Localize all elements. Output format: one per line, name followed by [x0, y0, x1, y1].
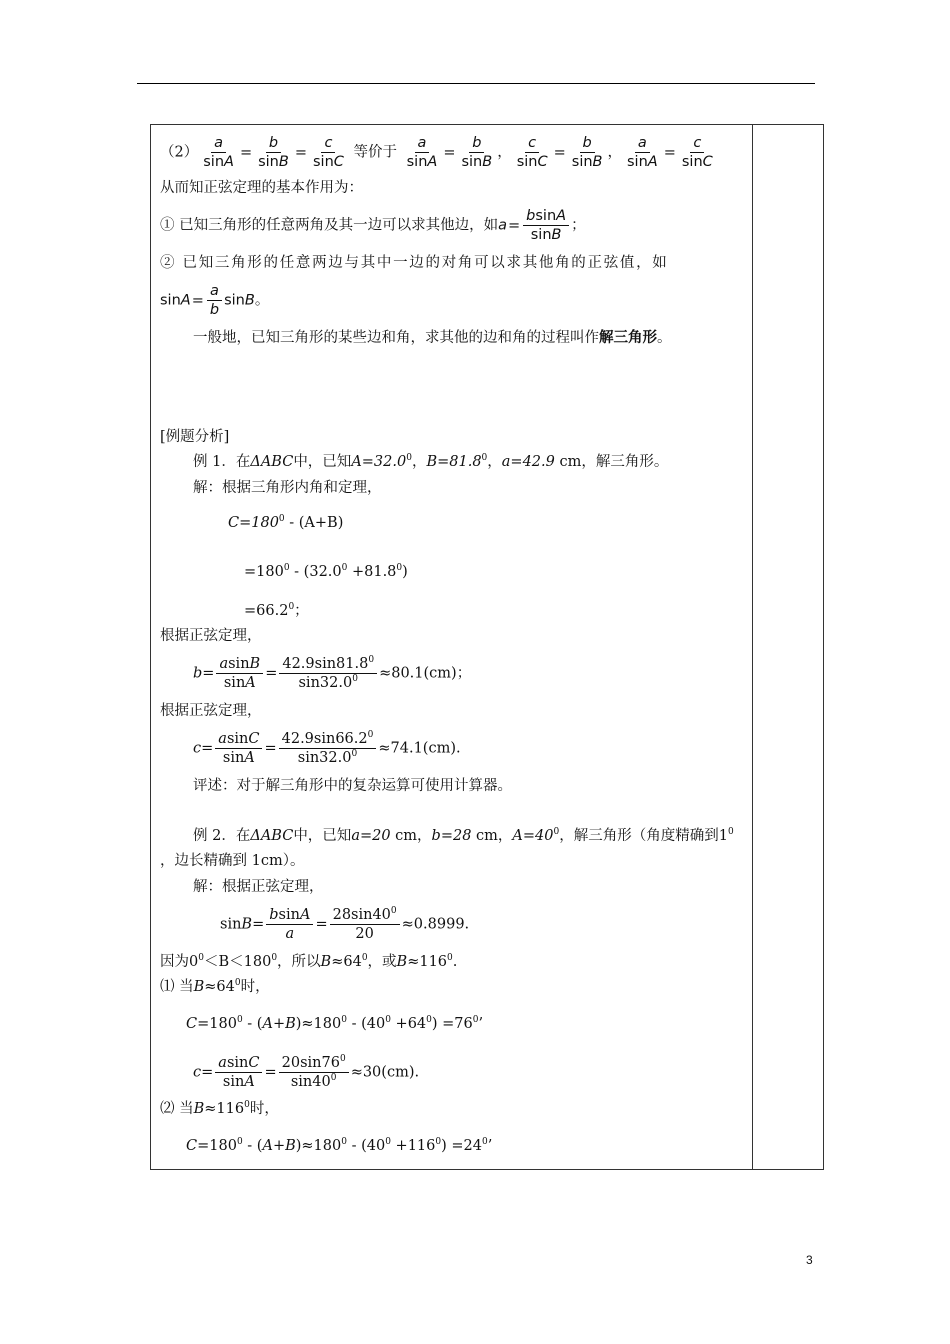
use-2-formula: sinA= $\frac{a}{b}$ sinB。: [160, 283, 270, 318]
fraction: $\frac{42.9\sin 66.2^0}{\sin 32.0^0}$: [279, 730, 377, 767]
theorem-equivalence-line: （2） $\frac{a}{\sin A}$ = $\frac{b}{\sin B}$ = $\frac{c}{\sin C}$ 等价于 $\frac{a}{\sin A}$ = $\frac{b}{\sin B}$ ， $\frac{c}{\sin C}$ = $\frac{b}{\sin B}$ ， $\frac{a}{\sin A}$ = $\frac{c}{\sin C}$: [160, 134, 718, 171]
examples-heading: [例题分析]: [160, 429, 230, 445]
definition-line: 一般地，已知三角形的某些边和角，求其他的边和角的过程叫作解三角形。: [193, 329, 672, 346]
fraction: $\frac{c}{\sin C}$: [516, 135, 548, 170]
example2-case1-C: $C=180^0 - (A+B)\approx 180^0 - (40^0 +64^0) =76^0$’: [186, 1015, 484, 1032]
example2-solution-intro: 解：根据正弦定理，: [193, 879, 324, 895]
key-term: 解三角形: [599, 329, 657, 346]
example2-intro-cont: ，边长精确到 1cm）。: [160, 853, 305, 869]
example1-remark: 评述：对于解三角形中的复杂运算可使用计算器。: [193, 778, 512, 794]
fraction: $\frac{asinC}{\sin A}$: [215, 1054, 262, 1091]
fraction: $\frac{a}{\sin A}$: [406, 135, 438, 170]
fraction: $\frac{a}{b}$: [207, 282, 222, 319]
fraction: $\frac{c}{\sin C}$: [681, 135, 713, 170]
fraction: $\frac{42.9\sin 81.8^0}{\sin 32.0^0}$: [279, 655, 377, 692]
fraction: $\frac{b}{\sin B}$: [258, 135, 289, 170]
example2-case1: ⑴ 当$B\approx 64^0$时，: [160, 978, 270, 995]
example2-case2-C: $C=180^0 - (A+B)\approx 180^0 - (40^0 +116^0) =24^0$’: [186, 1137, 493, 1154]
fraction: $\frac{c}{\sin C}$: [312, 135, 344, 170]
example1-intro: 例 1．在ΔABC中，已知$A=32.0^0$，$B=81.8^0$，a=42.9 cm，解三角形。: [193, 453, 669, 470]
example2-case2: ⑵ 当$B\approx 116^0$时，: [160, 1100, 279, 1117]
fraction: $\frac{28\sin 40^0}{20}$: [330, 906, 400, 943]
page-number: 3: [806, 1253, 813, 1267]
example1-b-calc: b= $\frac{asinB}{\sin A}$ = $\frac{42.9\sin 81.8^0}{\sin 32.0^0}$ ≈80.1(cm)；: [193, 655, 472, 691]
fraction: $\frac{a}{\sin A}$: [627, 135, 658, 170]
example1-solution-intro: 解：根据三角形内角和定理，: [193, 480, 382, 496]
table-column-divider: [752, 124, 753, 1170]
fraction: $\frac{a}{\sin A}$: [203, 135, 234, 170]
fraction: $\frac{b}{\sin B}$: [571, 135, 603, 170]
fraction: $\frac{b}{\sin B}$: [461, 135, 493, 170]
basic-use-intro: 从而知正弦定理的基本作用为：: [160, 180, 363, 196]
example1-c-step2: $=180^0 - (32.0^0 +81.8^0)$: [244, 563, 408, 580]
example1-by-sine-1: 根据正弦定理，: [160, 628, 262, 644]
fraction: $\frac{bsinA}{\sin B}$: [523, 207, 569, 244]
fraction: $\frac{bsinA}{a}$: [266, 906, 313, 943]
use-2: ② 已知三角形的任意两边与其中一边的对角可以求其他角的正弦值，如: [160, 255, 669, 271]
example2-sinB-calc: sinB= $\frac{bsinA}{a}$ = $\frac{28\sin 40^0}{20}$ ≈0.8999.: [220, 906, 470, 942]
example1-by-sine-2: 根据正弦定理，: [160, 703, 262, 719]
use-1: ① 已知三角形的任意两角及其一边可以求其他边，如a= $\frac{bsinA}{\sin B}$ ；: [160, 208, 586, 243]
example1-c-result: $=66.2^0$；: [244, 602, 309, 619]
fraction: $\frac{asinC}{\sin A}$: [215, 730, 262, 767]
fraction: $\frac{asinB}{\sin A}$: [216, 655, 263, 692]
example1-c-calc: c= $\frac{asinC}{\sin A}$ = $\frac{42.9\sin 66.2^0}{\sin 32.0^0}$ ≈74.1(cm).: [193, 730, 461, 766]
fraction: $\frac{20\sin 76^0}{\sin 40^0}$: [279, 1054, 349, 1091]
example2-because: 因为$0^0<B<180^0$，所以$B\approx 64^0$，或$B\approx 116^0$.: [160, 953, 458, 970]
header-rule: [137, 83, 815, 84]
example2-case1-c: c= $\frac{asinC}{\sin A}$ = $\frac{20\sin 76^0}{\sin 40^0}$ ≈30(cm).: [193, 1054, 420, 1090]
example2-intro: 例 2．在ΔABC中，已知a=20 cm，b=28 cm，$A=40^0$，解三角形（角度精确到$1^0$: [193, 827, 734, 844]
example1-c-step1: $C=180^0 - (A+B)$: [228, 514, 344, 531]
